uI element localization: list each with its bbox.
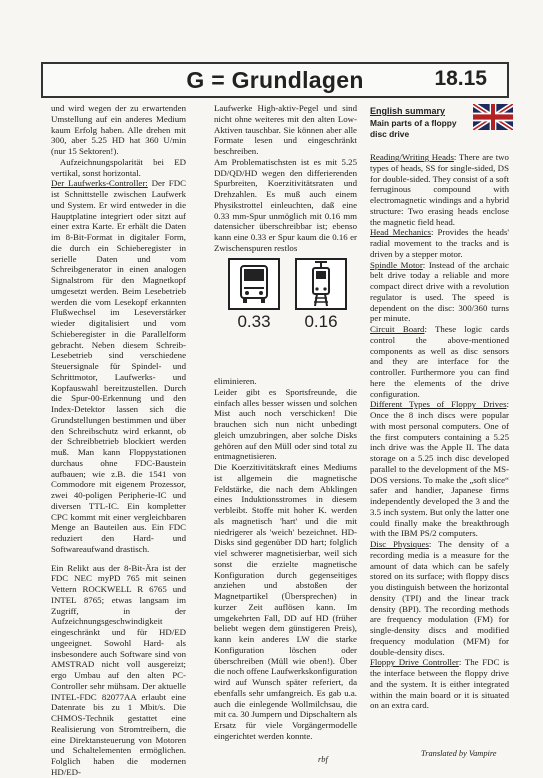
summary-item: [370, 657, 509, 711]
summary-item-heading: Spindle Motor: [370, 259, 423, 270]
summary-subtitle: Main parts of a floppy disc drive: [370, 118, 457, 139]
sign-left: [224, 258, 284, 340]
summary-item: [370, 539, 509, 657]
summary-item-text: : The FDC is the interface between the floppy drive and the system. It is either integrated within the main board or it is situated on an extra card.: [370, 657, 509, 711]
summary-item-text: : Instead of the archaic belt drive today a reliable and more compact direct drive with a revolution regulator is used. The speed is dependent on the disc: 300/360 turns per minute.: [370, 259, 509, 324]
column-2-continued: [214, 376, 357, 742]
paragraph: Am Problematischsten ist es mit 5.25 DD/QD/HD wegen den differierenden Spurbreiten, Koerzitivitätsraten und Drehzahlen. Es muß auch einem Physikstrottel einleuchten, daß eine 0.33 mm-Spur unmöglich mit 0.16 mm datensicher überschreibbar ist; ebenso kann eine 0.33 er Spur kaum die 0.16 er Zwischenspuren restlos: [214, 156, 357, 253]
uk-flag-icon: [473, 104, 513, 130]
summary-item: [370, 260, 509, 325]
column-1: [51, 103, 186, 778]
summary-item-text: : The density of a recording media is a measure for the amount of data which can be safely stored on its surface; with floppy discs you distinguish between the horizontal density (TPI) and the linear track density (BPI). The recording methods are frequency modulation (FM) for single-density discs and modified frequency modulation (MFM) for double-density discs.: [370, 539, 509, 657]
paragraph-text: Aufzeichnungspolarität bei ED vertikal, sonst horizontal.: [51, 156, 186, 178]
paragraph: [51, 178, 186, 554]
paragraph: Ein Relikt aus der 8-Bit-Ära ist der FDC NEC myPD 765 mit seinen Vettern ROCKWELL R 6765 und INTEL 8765; etwas langsam im Zugriff, in der Aufzeichnungsgeschwindigkeit eingeschränkt und für HD/ED ungeeignet. Sowohl Hard- als insbesondere auch Software sind von AMSTRAD nicht voll ausgereizt; ergo Umbau auf den alten PC-Controller sehr mühsam. Der aktuelle INTEL-FDC 82077AA erlaubt eine Datenrate bis zu 1 Mbit/s. Die CHMOS-Technik gestattet eine Realisierung von Stromtreibern, die eine Direktansteuerung von Motoren und Schaltelementen ermöglichen. Folglich haben die modernen HD/ED-: [51, 562, 186, 777]
summary-item-heading: Head Mechanics: [370, 227, 431, 238]
summary-item: [370, 399, 509, 539]
summary-item-text: : Provides the heads' radial movement to the tracks and is driven by a stepper motor.: [370, 227, 510, 259]
summary-item-heading: Disc Physiques: [370, 539, 429, 549]
track-width-signs: [219, 258, 356, 370]
column-3: [370, 152, 509, 711]
paragraph: Die Koerzitivitätskraft eines Mediums ist allgemein die magnetische Feldstärke, die nach dem Abklingen eines Induktionsstromes in diesem verbleibt. Stoffe mit hoher K. werden als magnetisch 'hart' und die mit niedrigerer als 'weich' bezeichnet. HD-Disks sind gegenüber DD hart; folglich viel schwerer magnetisierbar, weil sich sonst die erzielte magnetische Konfiguration durch gegenseitiges anziehen und abstoßen der Magnetpartikel (Übersprechen) in kurzer Zeit auflösen kann. Im umgekehrten Fall, DD auf HD (früher beliebt wegen dem günstigeren Preis), kann kein anderes LW die starke Konfiguration löschen oder überschreiben (Müll wie oben!). Über die noch offene Laufwerkskonfiguration wird auf Wunsch später referiert, da ebenfalls sehr umfangreich. Es gab u.a. auch die einlegende Wollmilchsau, die mit ca. 30 Jumpern und Dipschaltern als Ersatz für viele Vorgängermodelle eingerichtet werden konnte.: [214, 462, 358, 741]
section-heading: Der Laufwerks-Controller:: [51, 178, 148, 189]
paragraph-text: Der FDC ist Schnittstelle zwischen Laufwerk und System. Er wird entweder in die Hauptplatine integriert oder sitzt auf einer extra Karte. Er erhält die Daten im 8-Bit-Format in digitaler Form, die durch ein Schieberegister in serielle Daten und vom Schreibgenerator in einen analogen Signalstrom für den Magnetkopf umgesetzt werden. Beim Lesebetrieb werden die vom Lesekopf erkannten Flußwechsel im Leseverstärker wieder digitalisiert und vom Schieberegister in die Parallelform gebracht. Neben diesem Schreib-Lesebetrieb sind verschiedene Steuersignale für Spindel- und Schrittmotor, Laufwerks- und Kopfauswahl bereitzustellen. Durch die Spur-00-Erkennung und den Index-Detektor lassen sich die Grundstellungen bestimmen und über den Schreibschutz wird erkannt, ob der Schreibbetrieb blockiert werden muß. Man kann Floppystationen durchaus ohne FDC-Baustein aufbauen; wie z.B. die 1541 von Commodore mit eigenem Prozessor, zwei 40-poligen Peripherie-IC und diversen TTL-IC. Ein kompletter CPC kommt mit einer vergleichbaren Menge an Bauteilen aus. Ein FDC reduziert den Hard- und Softwareaufwand drastisch.: [51, 178, 186, 554]
paragraph: [51, 157, 186, 179]
track-width-right: 0.16: [304, 312, 338, 331]
summary-item-heading: Different Types of Floppy Drives: [370, 399, 507, 410]
paragraph: und wird wegen der zu erwartenden Umstellung auf ein anderes Medium kaum Erfolg haben. Alle drehen mit 300, aber 5.25 HD hat 360 U/min (nur 15 Sektoren!).: [51, 103, 186, 156]
page-title: G = Grundlagen: [186, 67, 364, 93]
paragraph: Laufwerke High-aktiv-Pegel und sind nicht ohne weiteres mit den alten Low-Aktiven tauschbar. Sie können aber alle Formate lesen und eingeschränkt beschreiben.: [214, 103, 357, 156]
column-2: [214, 103, 357, 254]
summary-item-heading: Floppy Drive Controller: [370, 657, 459, 668]
summary-title: English summary: [370, 106, 446, 116]
summary-item-text: : There are two types of heads, SS for single-sided, DS for double-sided. They consist of a soft ferruginous compound with electromagnetic windings and a hybrid structure: Two erasing heads enclose the magnetic field head.: [370, 152, 509, 227]
author-initials: rbf: [318, 755, 328, 764]
summary-item: [370, 227, 509, 259]
summary-item: [370, 152, 509, 227]
translator-credit: Translated by Vampire: [421, 749, 497, 758]
paragraph: Leider gibt es Sportsfreunde, die einfach alles besser wissen und solchen Mist auch noch verschicken! Die brauchen sich nun nicht unbedingt gleich umzubringen, aber solche Disks gehören auf den Müll oder sind total zu entmagnetisieren.: [214, 386, 357, 462]
summary-item: [370, 324, 509, 399]
bus-sign-icon: [228, 258, 280, 310]
summary-item-heading: Reading/Writing Heads: [370, 152, 454, 162]
paragraph: eliminieren.: [214, 376, 257, 386]
page-header: [41, 62, 509, 98]
tram-sign-icon: [295, 258, 347, 310]
page-number: 18.15: [434, 67, 487, 90]
summary-item-text: : Once the 8 inch discs were popular with most personal computers. One of the first computers containing a 5.25 inch drive was the Apple II. The data storage on a 5.25 inch disc developed parallel to the development of the MS-DOS versions. To make the „soft slice“ safer and handier, Japanese firms independently developed the 3 and the 3.5 inch system. But only the latter one could finally make the breakthrough with the IBM PS/2 computers.: [370, 399, 509, 539]
summary-item-text: : These logic cards control the above-mentioned components as well as disc sensors and they are interface for the controller. Furthermore you can find here the elements of the drive configuration.: [370, 324, 510, 399]
summary-item-heading: Circuit Board: [370, 324, 425, 334]
sign-right: [291, 258, 351, 340]
track-width-left: 0.33: [237, 312, 271, 331]
